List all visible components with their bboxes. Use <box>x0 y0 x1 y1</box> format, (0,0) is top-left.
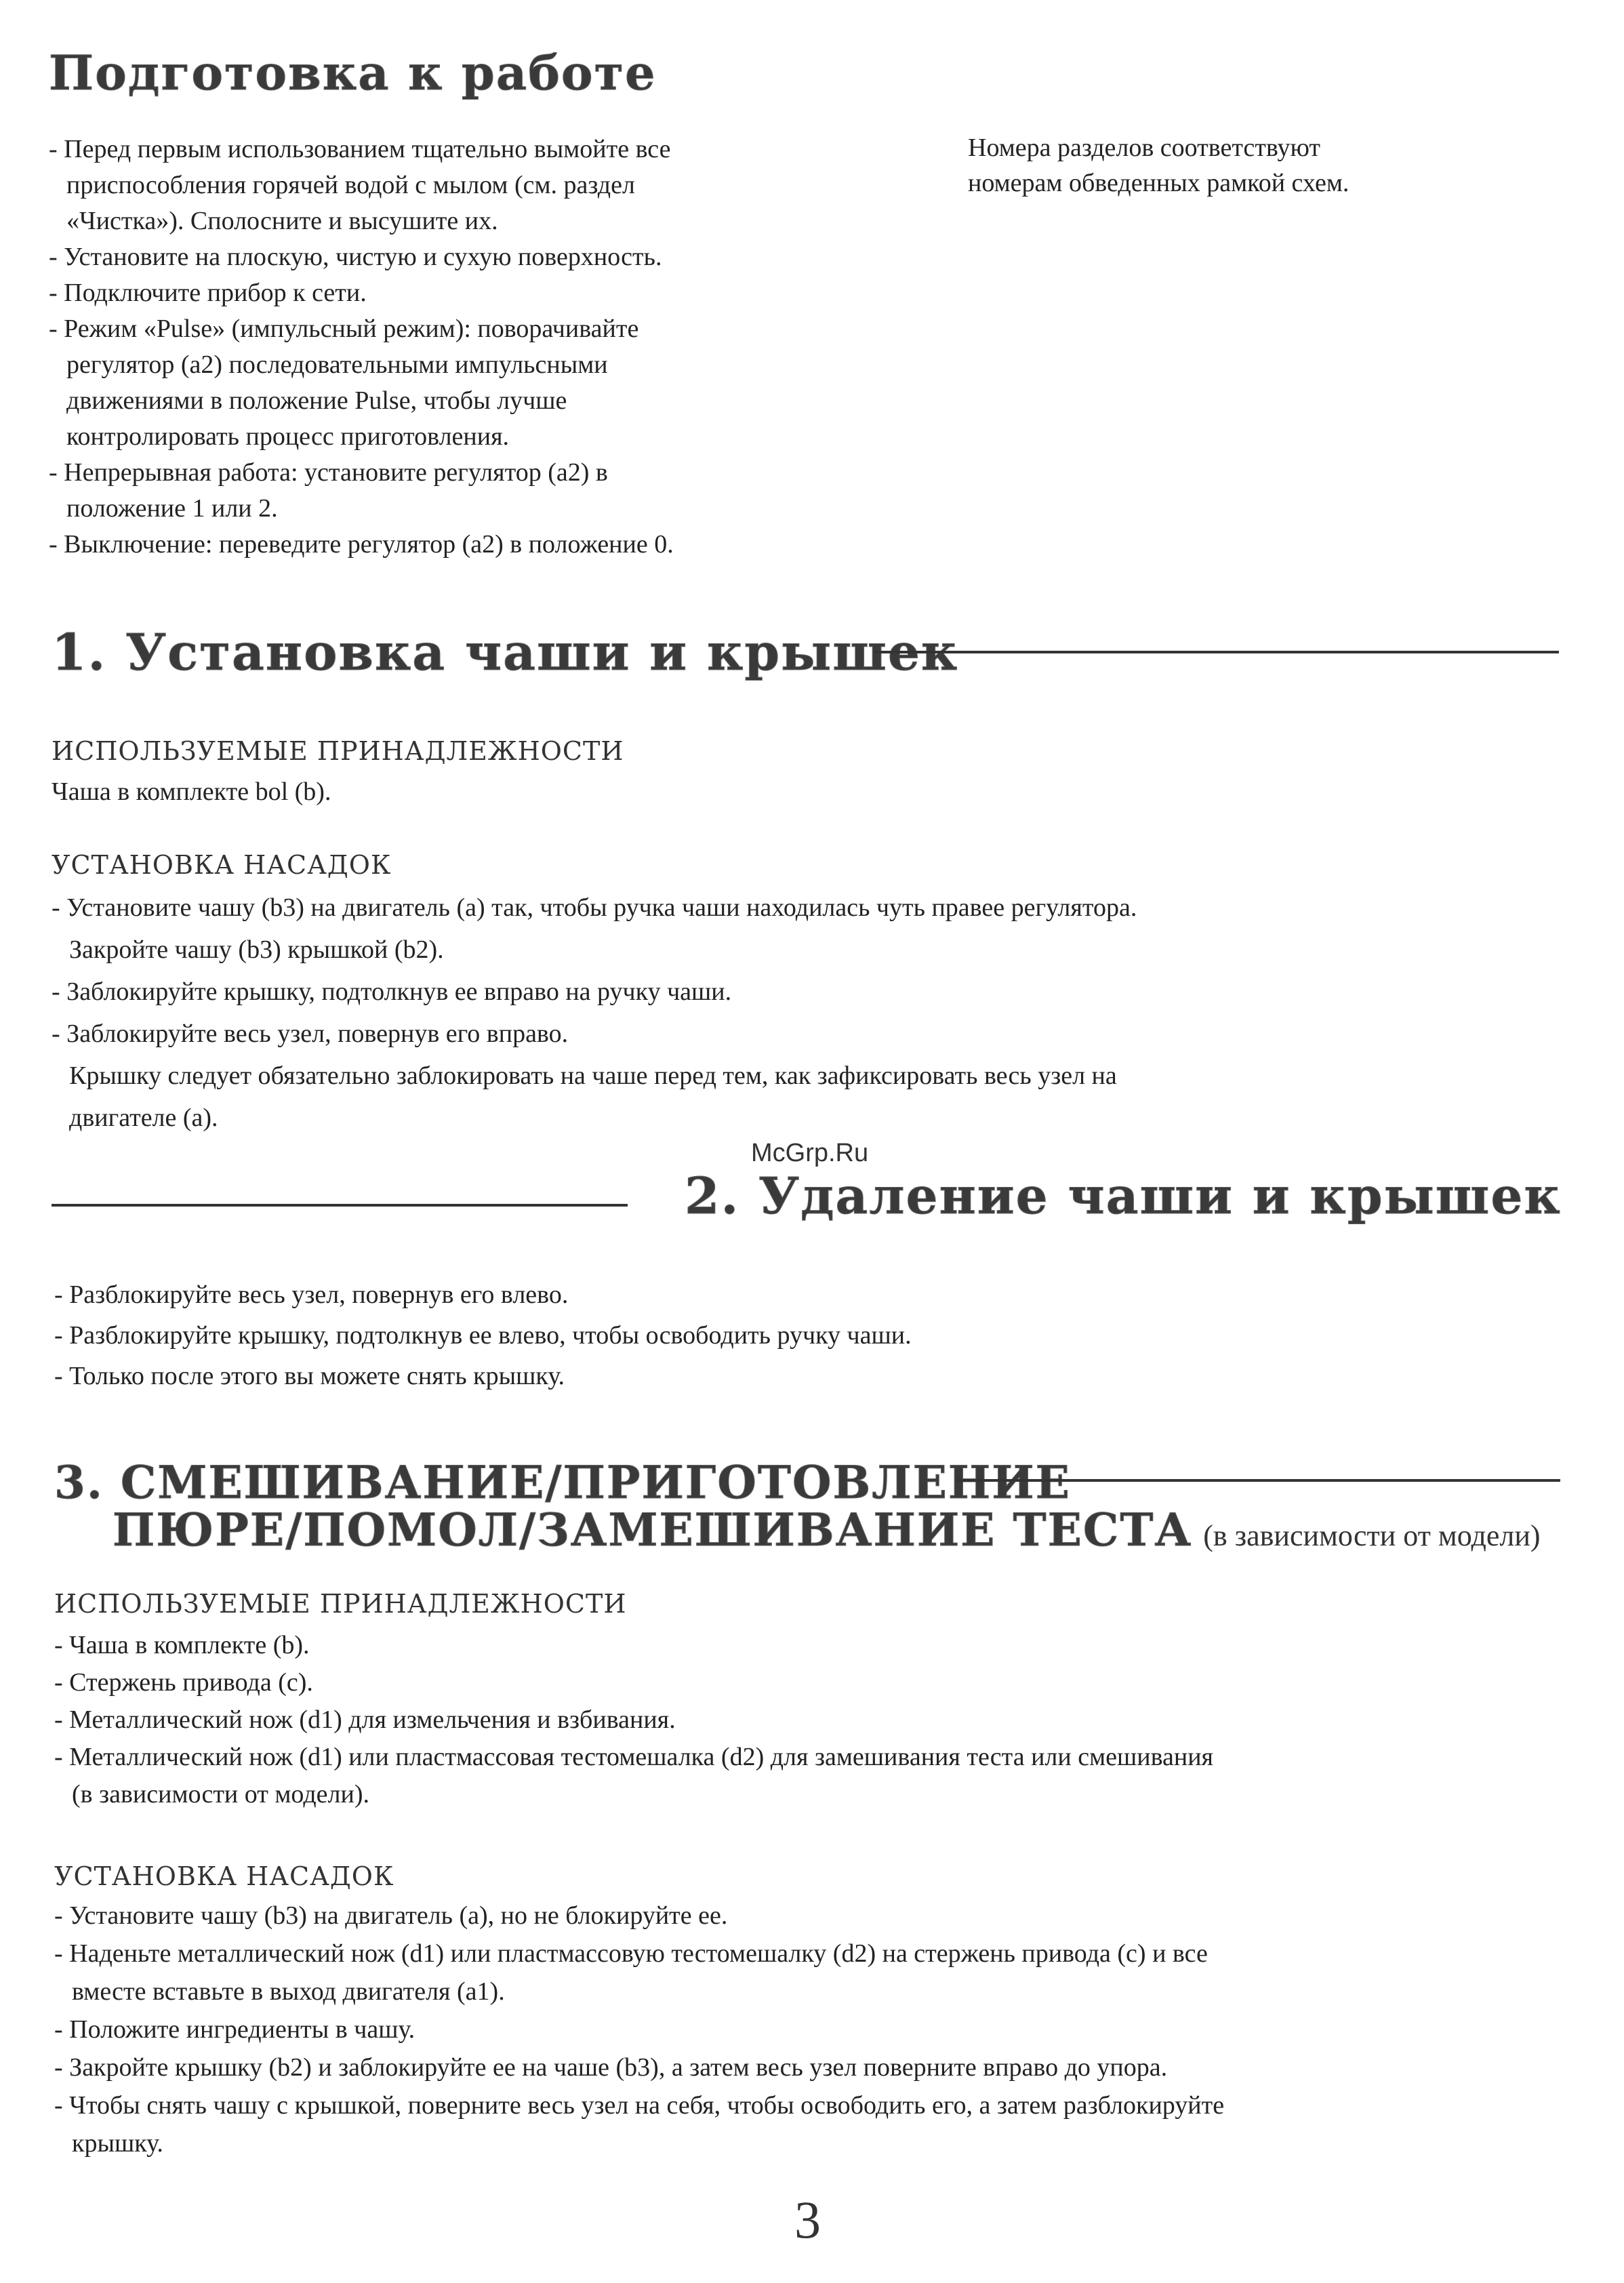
section1-accessories-text: Чаша в комплекте bol (b). <box>52 777 331 806</box>
section1-rule <box>874 651 1559 653</box>
list-item <box>49 527 674 563</box>
list-item <box>54 2086 1224 2162</box>
section2-title: 2. Удаление чаши и крышек <box>685 1167 1562 1226</box>
list-line: контролировать процесс приготовления. <box>66 422 510 451</box>
list-item <box>49 311 674 455</box>
list-item <box>54 1664 1213 1701</box>
watermark-text: McGrp.Ru <box>751 1139 869 1167</box>
list-line: - Металлический нож (d1) или пластмассовая тестомешалка (d2) для замешивания теста или смешивания <box>54 1743 1214 1771</box>
list-item <box>52 1013 1137 1139</box>
list-line: - Заблокируйте весь узел, повернув его вправо. <box>52 1019 569 1048</box>
page-number: 3 <box>794 2190 821 2249</box>
list-item <box>54 2011 1224 2048</box>
list-line: - Установите на плоскую, чистую и сухую поверхность. <box>49 243 662 271</box>
list-line: крышку. <box>72 2129 163 2158</box>
list-line: - Чаша в комплекте (b). <box>54 1631 310 1659</box>
list-item: - Разблокируйте весь узел, повернув его влево. <box>54 1280 569 1309</box>
list-item <box>54 2048 1224 2086</box>
section3-title-line2-wrap <box>113 1503 1541 1556</box>
section3-accessories-label: ИСПОЛЬЗУЕМЫЕ ПРИНАДЛЕЖНОСТИ <box>54 1589 627 1619</box>
section1-install-list <box>52 887 1137 1139</box>
list-line: Закройте чашу (b3) крышкой (b2). <box>69 935 444 964</box>
list-line: приспособления горячей водой с мылом (см. раздел <box>66 171 635 199</box>
list-item <box>54 1627 1213 1664</box>
list-item: - Разблокируйте крышку, подтолкнув ее влево, чтобы освободить ручку чаши. <box>54 1321 912 1350</box>
list-item <box>52 887 1137 971</box>
list-line: - Положите ингредиенты в чашу. <box>54 2015 415 2044</box>
list-line: - Установите чашу (b3) на двигатель (а) так, чтобы ручка чаши находилась чуть правее регулятора. <box>52 893 1137 922</box>
list-item <box>52 971 1137 1013</box>
list-line: - Наденьте металлический нож (d1) или пластмассовую тестомешалку (d2) на стержень привода (с) и все <box>54 1939 1208 1968</box>
list-line: - Стержень привода (с). <box>54 1668 313 1697</box>
list-line: - Подключите прибор к сети. <box>49 279 367 307</box>
list-item <box>54 1701 1213 1739</box>
section1-install-label: УСТАНОВКА НАСАДОК <box>52 850 392 880</box>
list-line: движениями в положение Pulse, чтобы лучше <box>66 386 567 415</box>
list-item <box>49 455 674 527</box>
list-line: «Чистка»). Сполосните и высушите их. <box>66 207 498 235</box>
list-line: вместе вставьте в выход двигателя (а1). <box>72 1977 505 2006</box>
list-item <box>54 1897 1224 1935</box>
section1-accessories-label: ИСПОЛЬЗУЕМЫЕ ПРИНАДЛЕЖНОСТИ <box>52 736 624 766</box>
list-line: - Перед первым использованием тщательно вымойте все <box>49 135 671 163</box>
section1-title: 1. Установка чаши и крышек <box>52 624 959 682</box>
list-line: положение 1 или 2. <box>66 494 278 523</box>
list-line: - Установите чашу (b3) на двигатель (а), но не блокируйте ее. <box>54 1901 728 1930</box>
prep-title: Подготовка к работе <box>49 45 657 101</box>
list-item <box>49 239 674 275</box>
list-line: Крышку следует обязательно заблокировать на чаше перед тем, как зафиксировать весь узел на <box>69 1062 1117 1090</box>
list-item <box>49 275 674 311</box>
list-line: - Непрерывная работа: установите регулятор (а2) в <box>49 458 608 487</box>
section3-title-suffix: (в зависимости от модели) <box>1203 1519 1541 1552</box>
section2-rule <box>52 1204 628 1207</box>
list-item <box>49 132 674 239</box>
note-line: номерам обведенных рамкой схем. <box>968 169 1349 197</box>
prep-list <box>49 132 674 563</box>
list-line: двигателе (а). <box>69 1104 218 1132</box>
list-item <box>54 1935 1224 2011</box>
section3-title-line1: 3. СМЕШИВАНИЕ/ПРИГОТОВЛЕНИЕ <box>54 1456 1071 1509</box>
section3-install-label: УСТАНОВКА НАСАДОК <box>54 1861 394 1891</box>
section3-title-line2: ПЮРЕ/ПОМОЛ/ЗАМЕШИВАНИЕ ТЕСТА <box>113 1503 1193 1556</box>
list-line: - Закройте крышку (b2) и заблокируйте ее на чаше (b3), а затем весь узел поверните вправо до упора. <box>54 2053 1168 2082</box>
section3-rule <box>957 1479 1560 1482</box>
section3-accessories-list <box>54 1627 1213 1813</box>
list-item <box>54 1739 1213 1813</box>
list-item: - Только после этого вы можете снять крышку. <box>54 1362 565 1390</box>
list-line: (в зависимости от модели). <box>72 1780 369 1809</box>
list-line: - Заблокируйте крышку, подтолкнув ее вправо на ручку чаши. <box>52 977 732 1006</box>
list-line: - Чтобы снять чашу с крышкой, поверните весь узел на себя, чтобы освободить его, а затем разблокируйте <box>54 2091 1225 2120</box>
list-line: - Режим «Pulse» (импульсный режим): поворачивайте <box>49 315 639 343</box>
list-line: - Металлический нож (d1) для измельчения и взбивания. <box>54 1705 676 1734</box>
section2-list <box>54 1274 912 1396</box>
list-line: регулятор (а2) последовательными импульсными <box>66 350 608 379</box>
list-line: - Выключение: переведите регулятор (а2) в положение 0. <box>49 530 674 559</box>
section-numbers-note <box>968 130 1349 201</box>
note-line: Номера разделов соответствуют <box>968 134 1321 162</box>
section3-install-list <box>54 1897 1224 2162</box>
